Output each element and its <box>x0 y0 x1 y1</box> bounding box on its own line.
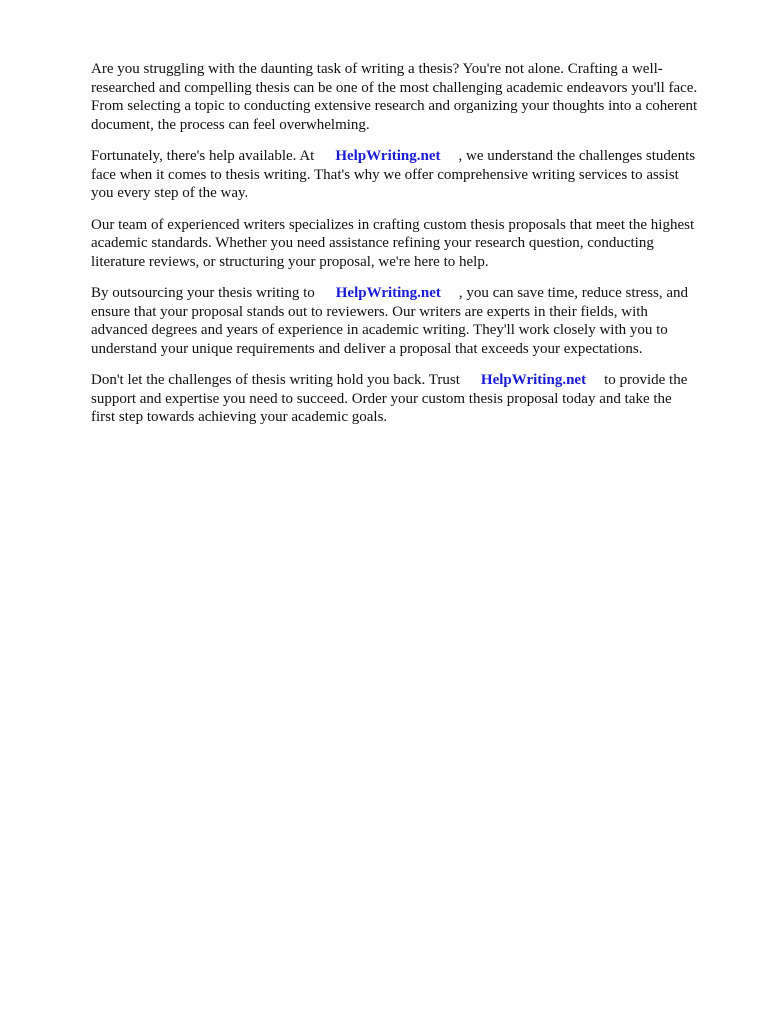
text-segment: , you can save time, reduce stress, and <box>458 285 688 301</box>
paragraph-intro <box>91 60 731 134</box>
text-line: advanced degrees and years of experience in academic writing. They'll work closely with you to <box>91 322 668 338</box>
text-line: researched and compelling thesis can be one of the most challenging academic endeavors you'll face. <box>91 79 698 96</box>
text-line: Are you struggling with the daunting task of writing a thesis? You're not alone. Crafting a well- <box>91 61 663 77</box>
text-line: Our team of experienced writers specializes in crafting custom thesis proposals that meet the highest <box>91 216 695 233</box>
text-segment: By outsourcing your thesis writing to <box>91 285 315 301</box>
text-line <box>91 284 731 303</box>
text-line <box>91 147 731 166</box>
text-segment: Fortunately, there's help available. At <box>91 148 315 164</box>
text-line: first step towards achieving your academic goals. <box>91 409 388 425</box>
helpwriting-link[interactable]: HelpWriting.net <box>335 285 441 301</box>
text-line: literature reviews, or structuring your proposal, we're here to help. <box>91 253 489 270</box>
text-line: support and expertise you need to succeed. Order your custom thesis proposal today and take the <box>91 390 672 407</box>
paragraph-help-available <box>91 147 731 203</box>
helpwriting-link[interactable]: HelpWriting.net <box>480 372 587 388</box>
paragraph-call-to-action <box>91 371 731 427</box>
text-segment: Don't let the challenges of thesis writing hold you back. Trust <box>91 372 460 388</box>
text-line: understand your unique requirements and deliver a proposal that exceeds your expectations. <box>91 340 643 357</box>
text-segment: to provide the <box>604 372 688 388</box>
text-line <box>91 371 731 390</box>
text-line: face when it comes to thesis writing. That's why we offer comprehensive writing services to assist <box>91 166 679 183</box>
text-segment: , we understand the challenges students <box>458 148 696 164</box>
paragraph-team <box>91 216 731 272</box>
text-line: academic standards. Whether you need assistance refining your research question, conducting <box>91 235 654 251</box>
text-line: you every step of the way. <box>91 185 249 201</box>
text-line: document, the process can feel overwhelming. <box>91 116 370 133</box>
paragraph-outsourcing <box>91 284 731 358</box>
document-body <box>91 60 731 440</box>
helpwriting-link[interactable]: HelpWriting.net <box>335 148 441 164</box>
text-line: ensure that your proposal stands out to reviewers. Our writers are experts in their fields, with <box>91 303 648 320</box>
text-line: From selecting a topic to conducting extensive research and organizing your thoughts into a coherent <box>91 98 698 114</box>
